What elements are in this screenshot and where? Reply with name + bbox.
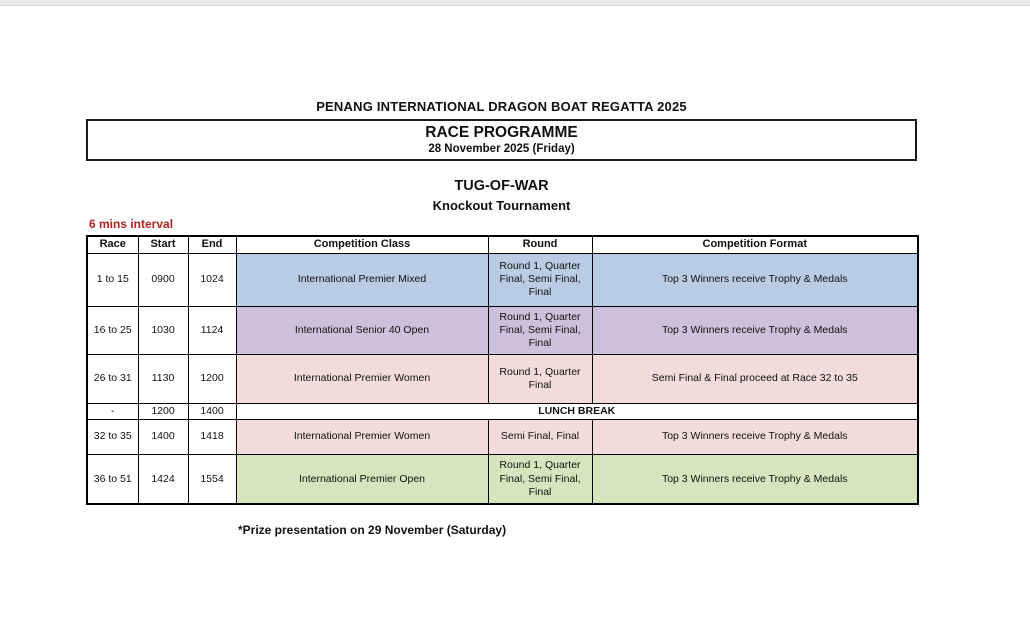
start-cell: 1130	[138, 354, 188, 403]
end-cell: 1200	[188, 354, 236, 403]
document-title: PENANG INTERNATIONAL DRAGON BOAT REGATTA 2025	[316, 99, 687, 114]
start-cell: 1400	[138, 419, 188, 454]
round-cell: Round 1, Quarter Final, Semi Final, Final	[488, 454, 592, 504]
start-cell: 1200	[138, 403, 188, 419]
race-cell: 32 to 35	[87, 419, 138, 454]
programme-title-box	[86, 119, 917, 161]
event-title: TUG-OF-WAR	[454, 178, 549, 194]
window-top-strip	[0, 0, 1030, 6]
format-cell: Semi Final & Final proceed at Race 32 to 35	[592, 354, 918, 403]
start-cell: 0900	[138, 253, 188, 306]
end-cell: 1024	[188, 253, 236, 306]
format-cell: Top 3 Winners receive Trophy & Medals	[592, 419, 918, 454]
header-end: End	[188, 236, 236, 253]
format-cell: Top 3 Winners receive Trophy & Medals	[592, 454, 918, 504]
race-cell: 1 to 15	[87, 253, 138, 306]
race-cell: -	[87, 403, 138, 419]
round-cell: Round 1, Quarter Final	[488, 354, 592, 403]
table-header-row	[87, 236, 918, 253]
start-cell: 1030	[138, 306, 188, 354]
race-cell: 16 to 25	[87, 306, 138, 354]
table-row	[87, 419, 918, 454]
end-cell: 1124	[188, 306, 236, 354]
prize-presentation-footnote: *Prize presentation on 29 November (Saturday)	[238, 523, 507, 537]
race-cell: 26 to 31	[87, 354, 138, 403]
class-cell: International Premier Open	[236, 454, 488, 504]
table-row	[87, 354, 918, 403]
header-competition-class: Competition Class	[236, 236, 488, 253]
class-cell: International Premier Women	[236, 419, 488, 454]
class-cell: International Premier Women	[236, 354, 488, 403]
end-cell: 1554	[188, 454, 236, 504]
lunch-break-cell: LUNCH BREAK	[236, 403, 918, 419]
end-cell: 1418	[188, 419, 236, 454]
format-cell: Top 3 Winners receive Trophy & Medals	[592, 253, 918, 306]
header-race: Race	[87, 236, 138, 253]
start-cell: 1424	[138, 454, 188, 504]
header-round: Round	[488, 236, 592, 253]
class-cell: International Premier Mixed	[236, 253, 488, 306]
programme-date: 28 November 2025 (Friday)	[428, 143, 575, 155]
round-cell: Round 1, Quarter Final, Semi Final, Final	[488, 253, 592, 306]
programme-title: RACE PROGRAMME	[425, 124, 578, 141]
header-competition-format: Competition Format	[592, 236, 918, 253]
interval-note: 6 mins interval	[89, 217, 174, 231]
race-programme-table	[86, 235, 919, 505]
header-start: Start	[138, 236, 188, 253]
race-cell: 36 to 51	[87, 454, 138, 504]
round-cell: Semi Final, Final	[488, 419, 592, 454]
event-subtitle: Knockout Tournament	[432, 198, 571, 213]
table-row	[87, 253, 918, 306]
lunch-break-row	[87, 403, 918, 419]
format-cell: Top 3 Winners receive Trophy & Medals	[592, 306, 918, 354]
table-row	[87, 454, 918, 504]
end-cell: 1400	[188, 403, 236, 419]
class-cell: International Senior 40 Open	[236, 306, 488, 354]
round-cell: Round 1, Quarter Final, Semi Final, Final	[488, 306, 592, 354]
table-row	[87, 306, 918, 354]
